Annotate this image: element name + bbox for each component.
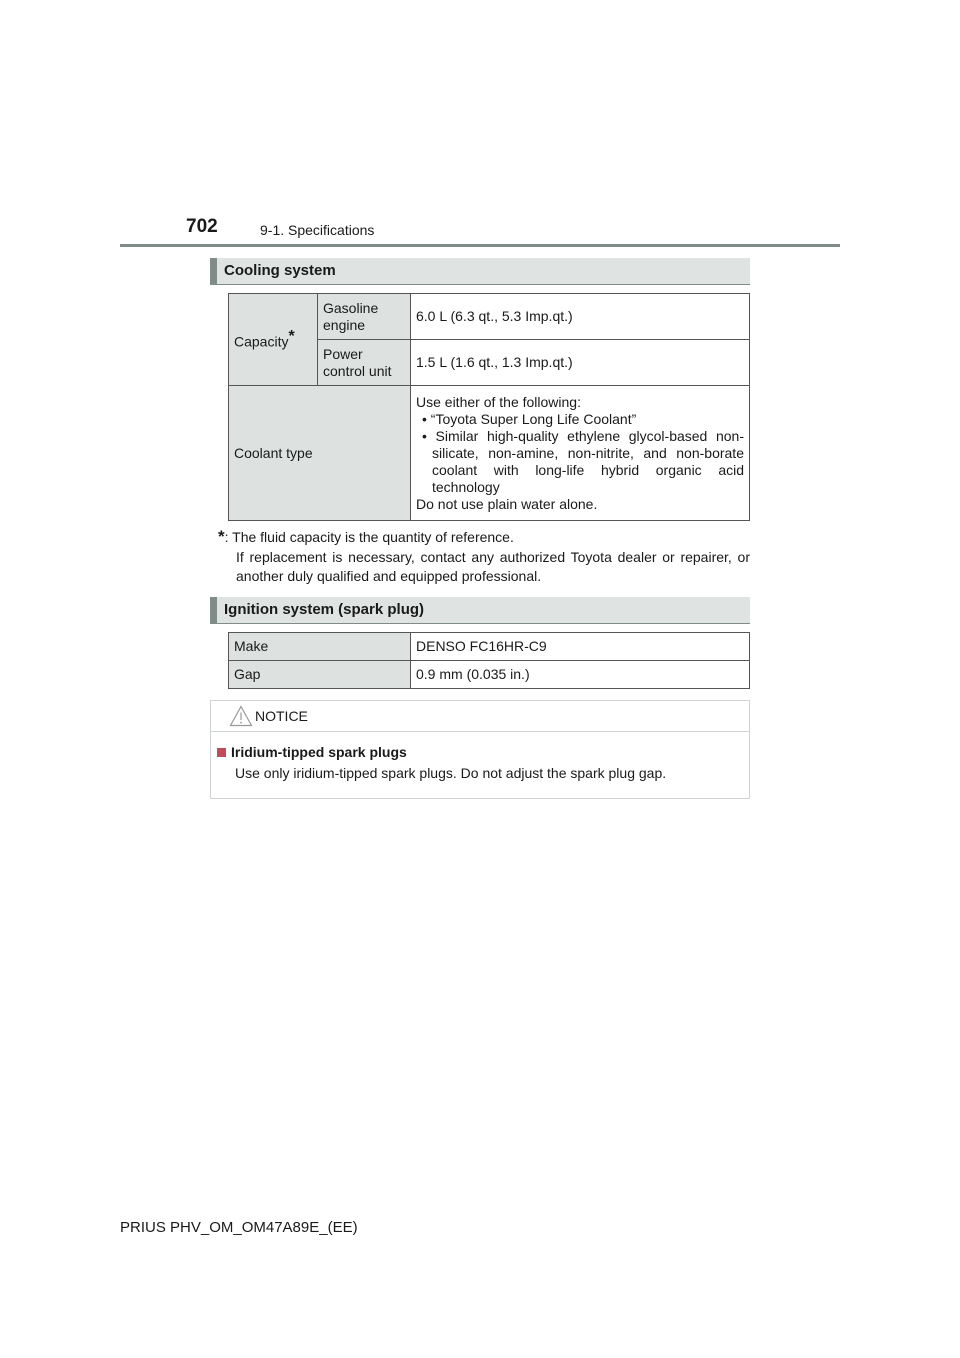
gap-value: 0.9 mm (0.035 in.) [411,661,750,689]
cooling-system-title: Cooling system [224,262,336,279]
warning-triangle-icon [229,705,253,727]
notice-box [210,700,750,799]
ignition-system-table [228,632,750,689]
coolant-bullet: • “Toyota Super Long Life Coolant” [422,410,637,427]
gap-label: Gap [229,661,411,689]
section-title: 9-1. Specifications [260,222,375,238]
capacity-label: Capacity [234,333,289,350]
capacity-label-cell [229,294,318,386]
footnote-line-2: If replacement is necessary, contact any authorized Toyota dealer or repairer, or another duly qualified and equipped professional. [236,548,750,584]
table-row [229,386,750,521]
notice-text: Use only iridium-tipped spark plugs. Do not adjust the spark plug gap. [235,765,667,781]
coolant-intro: Use either of the following: [416,393,581,410]
heading-bar [210,258,217,284]
notice-header [211,701,749,732]
table-row [229,661,750,689]
table-row [229,633,750,661]
coolant-type-label: Coolant type [229,386,411,521]
capacity-footnote [218,527,750,587]
coolant-type-value [411,386,750,521]
gasoline-engine-value: 6.0 L (6.3 qt., 5.3 Imp.qt.) [411,294,750,340]
table-row [229,294,750,340]
capacity-asterisk: * [288,328,295,346]
heading-bar [210,597,217,623]
page-number: 702 [186,216,218,237]
notice-label: NOTICE [255,708,308,724]
cooling-system-table [228,293,750,521]
cooling-system-heading [210,258,750,285]
coolant-outro: Do not use plain water alone. [416,495,598,512]
ignition-system-heading [210,597,750,624]
gasoline-engine-label: Gasoline engine [318,294,411,340]
coolant-bullet: • Similar high-quality ethylene glycol-based non-silicate, non-amine, non-nitrite, and non-borate coolant with long-life hybrid organic acid technology [422,427,744,495]
square-bullet-icon [217,748,226,757]
power-control-unit-label: Power control unit [318,340,411,386]
make-label: Make [229,633,411,661]
make-value: DENSO FC16HR-C9 [411,633,750,661]
power-control-unit-value: 1.5 L (1.6 qt., 1.3 Imp.qt.) [411,340,750,386]
footnote-line-1: : The fluid capacity is the quantity of reference. [224,529,514,545]
document-footer: PRIUS PHV_OM_OM47A89E_(EE) [120,1219,358,1236]
footnote-asterisk: * [218,527,225,546]
header-rule [120,244,840,247]
notice-subheading: Iridium-tipped spark plugs [217,744,407,760]
ignition-system-title: Ignition system (spark plug) [224,601,425,618]
